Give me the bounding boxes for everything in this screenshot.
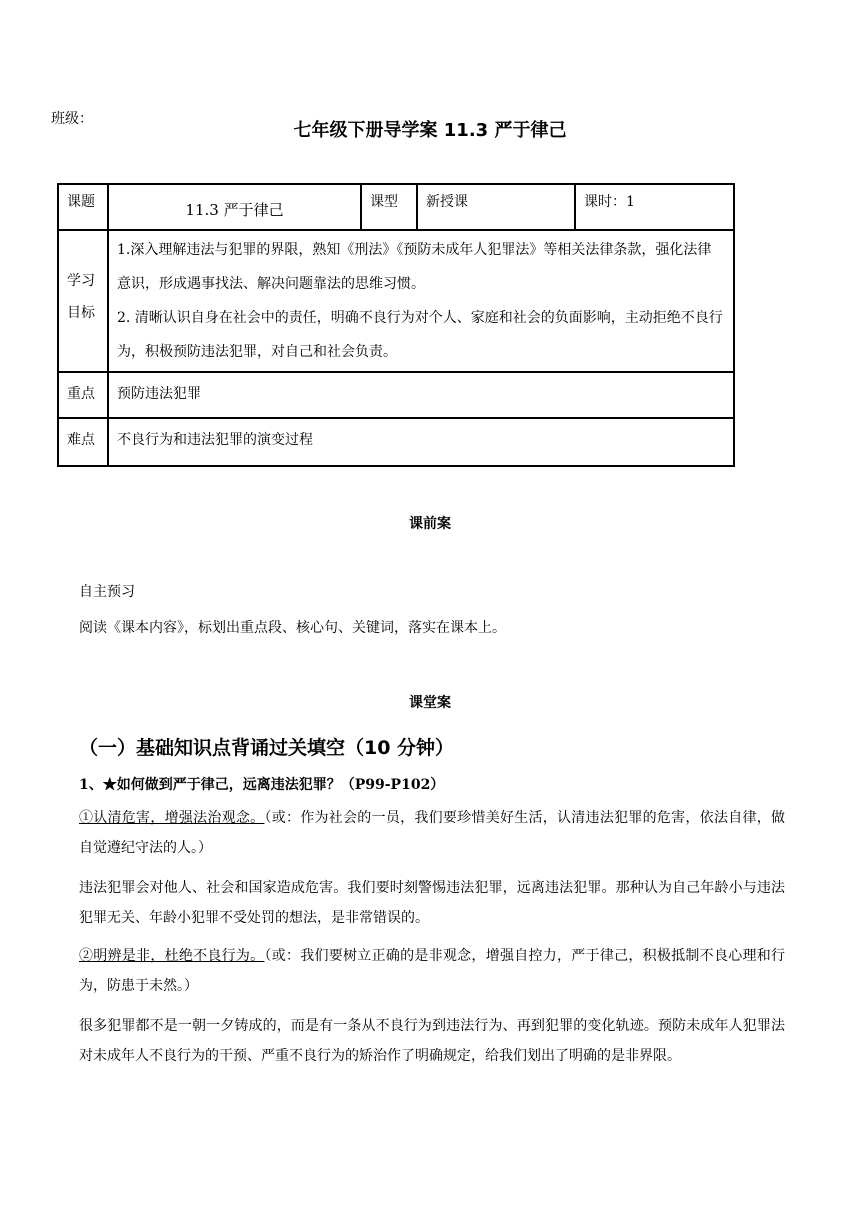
type-label: 课型: [361, 184, 417, 230]
class-label: 班级：: [51, 111, 93, 127]
table-row: [58, 184, 734, 230]
goal-1: 1.深入理解违法与犯罪的界限，熟知《刑法》《预防未成年人犯罪法》等相关法律条款，强化法律意识，形成遇事找法、解决问题靠法的思维习惯。: [117, 242, 712, 292]
paragraph-2: 很多犯罪都不是一朝一夕铸成的，而是有一条从不良行为到违法行为、再到犯罪的变化轨迹。预防未成年人犯罪法对未成年人不良行为的干预、严重不良行为的矫治作了明确规定，给我们划出了明确的是非界限。: [79, 1018, 785, 1064]
topic-value: [108, 184, 361, 230]
difficulty-value: 不良行为和违法犯罪的演变过程: [108, 418, 734, 466]
goals-label-line-2: 目标: [67, 305, 95, 321]
point-1: [79, 803, 785, 863]
preclass-instruction: 阅读《课本内容》，标划出重点段、核心句、关键词，落实在课本上。: [79, 620, 506, 636]
paragraph-1: 违法犯罪会对他人、社会和国家造成危害。我们要时刻警惕违法犯罪，远离违法犯罪。那种认为自己年龄小与违法犯罪无关、年龄小犯罪不受处罚的想法，是非常错误的。: [79, 880, 785, 926]
table-row: [58, 418, 734, 466]
lesson-info-table: [57, 183, 735, 467]
difficulty-label: 难点: [58, 418, 108, 466]
goals-label-line-1: 学习: [67, 273, 95, 289]
preclass-section-title: 课前案: [409, 516, 451, 532]
topic-text: 11.3 严于律己: [185, 201, 284, 219]
table-row: [58, 372, 734, 418]
table-row: [58, 230, 734, 372]
preclass-subtitle: 自主预习: [79, 584, 135, 600]
key-label: 重点: [58, 372, 108, 418]
inclass-heading: （一）基础知识点背诵过关填空（10 分钟）: [79, 737, 455, 759]
topic-label: 课题: [58, 184, 108, 230]
point-2: [79, 941, 785, 1001]
document-title: 七年级下册导学案 11.3 严于律己: [293, 120, 567, 141]
inclass-section-title: 课堂案: [409, 695, 451, 711]
goal-2: 2. 清晰认识自身在社会中的责任，明确不良行为对个人、家庭和社会的负面影响，主动拒绝不良行为，积极预防违法犯罪，对自己和社会负责。: [117, 310, 723, 360]
key-value: 预防违法犯罪: [108, 372, 734, 418]
goals-label: [58, 230, 108, 372]
point-1-detail: （或：作为社会的一员，我们要珍惜美好生活，认清违法犯罪的危害，依法自律，做自觉遵纪守法的人。）: [79, 810, 786, 856]
hours-value: 课时：1: [575, 184, 734, 230]
point-1-key: ①认清危害，增强法治观念。: [79, 810, 265, 826]
point-2-detail: （或：我们要树立正确的是非观念，增强自控力，严于律己，积极抵制不良心理和行为，防患于未然。）: [79, 948, 786, 994]
question-1: 1、★如何做到严于律己，远离违法犯罪？（P99-P102）: [79, 777, 445, 793]
type-value: 新授课: [417, 184, 575, 230]
goals-content: [108, 230, 734, 372]
point-2-key: ②明辨是非，杜绝不良行为。: [79, 948, 265, 964]
